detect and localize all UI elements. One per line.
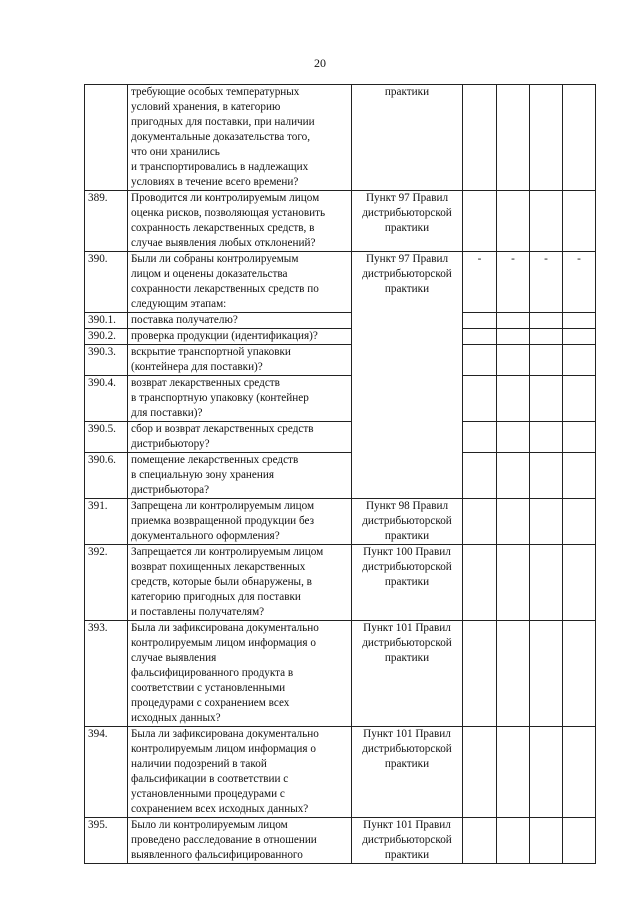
question-line: Было ли контролируемым лицом: [131, 819, 288, 831]
answer-cell-4[interactable]: [563, 191, 596, 252]
question-cell: [128, 422, 352, 453]
question-line: выявленного фальсифицированного: [131, 849, 303, 861]
item-number: 393.: [85, 621, 128, 727]
question-line: установленными процедурами с: [131, 788, 285, 800]
question-line: что они хранились: [131, 146, 220, 158]
question-cell: [128, 499, 352, 545]
item-number: 389.: [85, 191, 128, 252]
question-line: и транспортировались в надлежащих: [131, 161, 309, 173]
table-row: [85, 345, 596, 376]
question-line: случае выявления: [131, 652, 217, 664]
answer-cell-2[interactable]: [497, 85, 530, 191]
answer-cell-2[interactable]: [497, 545, 530, 621]
reference-line: Пункт 97 Правил: [365, 192, 449, 204]
reference-line: практики: [384, 849, 430, 861]
question-cell: [128, 453, 352, 499]
reference-line: дистрибьюторской: [362, 561, 452, 573]
question-cell: [128, 329, 352, 345]
requirement-reference: [352, 252, 463, 499]
answer-cell-2[interactable]: [497, 621, 530, 727]
table-row: [85, 621, 596, 727]
answer-cell-1[interactable]: [463, 313, 497, 329]
reference-line: практики: [384, 530, 430, 542]
question-line: средств, которые были обнаружены, в: [131, 576, 312, 588]
answer-cell-2[interactable]: [497, 499, 530, 545]
answer-cell-3[interactable]: [530, 345, 563, 376]
requirement-reference: [352, 545, 463, 621]
item-number: 392.: [85, 545, 128, 621]
table-row: [85, 727, 596, 818]
answer-cell-2[interactable]: -: [497, 252, 530, 313]
answer-cell-4[interactable]: [563, 499, 596, 545]
answer-cell-4[interactable]: [563, 453, 596, 499]
question-cell: [128, 252, 352, 313]
answer-cell-2[interactable]: [497, 727, 530, 818]
answer-cell-3[interactable]: [530, 727, 563, 818]
question-line: возврат лекарственных средств: [131, 377, 280, 389]
answer-cell-1[interactable]: [463, 621, 497, 727]
item-number: 390.1.: [85, 313, 128, 329]
answer-cell-4[interactable]: [563, 818, 596, 864]
reference-line: практики: [384, 758, 430, 770]
answer-cell-1[interactable]: [463, 727, 497, 818]
checklist-body: [85, 85, 596, 864]
answer-cell-4[interactable]: -: [563, 252, 596, 313]
question-cell: [128, 376, 352, 422]
question-cell: [128, 85, 352, 191]
question-line: пригодных для поставки, при наличии: [131, 116, 315, 128]
question-line: документальные доказательства того,: [131, 131, 311, 143]
reference-line: Пункт 98 Правил: [365, 500, 449, 512]
table-row: [85, 191, 596, 252]
reference-line: Пункт 97 Правил: [365, 253, 449, 265]
requirement-reference: [352, 818, 463, 864]
reference-line: дистрибьюторской: [362, 743, 452, 755]
answer-cell-1[interactable]: [463, 329, 497, 345]
reference-line: дистрибьюторской: [362, 268, 452, 280]
question-line: фальсификации в соответствии с: [131, 773, 289, 785]
question-line: фальсифицированного продукта в: [131, 667, 294, 679]
answer-cell-4[interactable]: [563, 727, 596, 818]
question-line: сохранности лекарственных средств по: [131, 283, 319, 295]
answer-cell-3[interactable]: [530, 621, 563, 727]
answer-cell-2[interactable]: [497, 453, 530, 499]
answer-cell-2[interactable]: [497, 818, 530, 864]
question-line: документального оформления?: [131, 530, 280, 542]
question-cell: [128, 345, 352, 376]
answer-cell-4[interactable]: [563, 85, 596, 191]
requirement-reference: [352, 499, 463, 545]
table-row: [85, 499, 596, 545]
answer-cell-4[interactable]: [563, 345, 596, 376]
answer-cell-4[interactable]: [563, 545, 596, 621]
question-line: Проводится ли контролируемым лицом: [131, 192, 320, 204]
answer-cell-1[interactable]: [463, 376, 497, 422]
question-cell: [128, 191, 352, 252]
requirement-reference: [352, 85, 463, 191]
item-number: 394.: [85, 727, 128, 818]
question-line: проведено расследование в отношении: [131, 834, 317, 846]
item-number: 391.: [85, 499, 128, 545]
answer-cell-3[interactable]: [530, 545, 563, 621]
question-line: для поставки)?: [131, 407, 203, 419]
table-row: [85, 252, 596, 313]
reference-line: практики: [384, 652, 430, 664]
reference-line: практики: [384, 576, 430, 588]
question-line: лицом и оценены доказательства: [131, 268, 288, 280]
answer-cell-2[interactable]: [497, 313, 530, 329]
requirement-reference: [352, 727, 463, 818]
answer-cell-2[interactable]: [497, 376, 530, 422]
answer-cell-4[interactable]: [563, 422, 596, 453]
question-line: исходных данных?: [131, 712, 221, 724]
question-line: в транспортную упаковку (контейнер: [131, 392, 309, 404]
question-line: условиях в течение всего времени?: [131, 176, 299, 188]
table-row: [85, 545, 596, 621]
item-number: 390.4.: [85, 376, 128, 422]
answer-cell-2[interactable]: [497, 422, 530, 453]
item-number: 390.5.: [85, 422, 128, 453]
answer-cell-3[interactable]: [530, 191, 563, 252]
question-line: Была ли зафиксирована документально: [131, 622, 319, 634]
question-line: наличии подозрений в такой: [131, 758, 267, 770]
question-line: требующие особых температурных: [131, 86, 300, 98]
reference-line: Пункт 100 Правил: [363, 546, 451, 558]
answer-cell-1[interactable]: [463, 499, 497, 545]
question-line: Запрещена ли контролируемым лицом: [131, 500, 315, 512]
answer-cell-1[interactable]: [463, 85, 497, 191]
item-number: [85, 85, 128, 191]
reference-line: Пункт 101 Правил: [363, 728, 451, 740]
answer-cell-1[interactable]: [463, 818, 497, 864]
requirement-reference: [352, 621, 463, 727]
table-row: [85, 818, 596, 864]
answer-cell-3[interactable]: [530, 499, 563, 545]
question-line: помещение лекарственных средств: [131, 454, 299, 466]
answer-cell-2[interactable]: [497, 191, 530, 252]
answer-cell-3[interactable]: [530, 453, 563, 499]
answer-cell-4[interactable]: [563, 621, 596, 727]
answer-cell-1[interactable]: -: [463, 252, 497, 313]
question-line: Запрещается ли контролируемым лицом: [131, 546, 324, 558]
question-cell: [128, 621, 352, 727]
reference-line: практики: [384, 222, 430, 234]
answer-cell-3[interactable]: [530, 818, 563, 864]
answer-cell-4[interactable]: [563, 329, 596, 345]
table-row: [85, 376, 596, 422]
question-line: следующим этапам:: [131, 298, 227, 310]
question-cell: [128, 818, 352, 864]
page-number: 20: [314, 56, 326, 70]
question-line: Была ли зафиксирована документально: [131, 728, 319, 740]
question-line: Были ли собраны контролируемым: [131, 253, 299, 265]
reference-line: Пункт 101 Правил: [363, 819, 451, 831]
reference-line: Пункт 101 Правил: [363, 622, 451, 634]
item-number: 390.6.: [85, 453, 128, 499]
answer-cell-1[interactable]: [463, 545, 497, 621]
question-cell: [128, 313, 352, 329]
question-line: возврат похищенных лекарственных: [131, 561, 306, 573]
answer-cell-1[interactable]: [463, 191, 497, 252]
answer-cell-3[interactable]: [530, 422, 563, 453]
question-line: категорию пригодных для поставки: [131, 591, 301, 603]
reference-line: дистрибьюторской: [362, 515, 452, 527]
item-number: 390.: [85, 252, 128, 313]
table-row: [85, 453, 596, 499]
answer-cell-2[interactable]: [497, 329, 530, 345]
answer-cell-2[interactable]: [497, 345, 530, 376]
answer-cell-3[interactable]: -: [530, 252, 563, 313]
checklist-table: [84, 84, 596, 864]
question-line: случае выявления любых отклонений?: [131, 237, 316, 249]
question-line: дистрибьютору?: [131, 438, 210, 450]
question-line: (контейнера для поставки)?: [131, 361, 263, 373]
question-line: в специальную зону хранения: [131, 469, 275, 481]
table-row: [85, 329, 596, 345]
item-number: 395.: [85, 818, 128, 864]
question-line: контролируемым лицом информация о: [131, 743, 316, 755]
requirement-reference: [352, 191, 463, 252]
question-line: дистрибьютора?: [131, 484, 210, 496]
question-line: сохранением всех исходных данных?: [131, 803, 309, 815]
answer-cell-1[interactable]: [463, 453, 497, 499]
answer-cell-1[interactable]: [463, 345, 497, 376]
question-cell: [128, 545, 352, 621]
reference-line: дистрибьюторской: [362, 637, 452, 649]
question-line: вскрытие транспортной упаковки: [131, 346, 291, 358]
question-line: контролируемым лицом информация о: [131, 637, 316, 649]
answer-cell-3[interactable]: [530, 85, 563, 191]
reference-line: дистрибьюторской: [362, 207, 452, 219]
reference-line: дистрибьюторской: [362, 834, 452, 846]
item-number: 390.3.: [85, 345, 128, 376]
question-line: условий хранения, в категорию: [131, 101, 281, 113]
question-line: сбор и возврат лекарственных средств: [131, 423, 314, 435]
question-line: соответствии с установленными: [131, 682, 286, 694]
table-row: [85, 85, 596, 191]
reference-line: практики: [384, 86, 430, 98]
item-number: 390.2.: [85, 329, 128, 345]
question-line: приемка возвращенной продукции без: [131, 515, 315, 527]
table-row: [85, 313, 596, 329]
answer-cell-4[interactable]: [563, 376, 596, 422]
answer-cell-3[interactable]: [530, 376, 563, 422]
question-line: процедурами с сохранением всех: [131, 697, 290, 709]
answer-cell-3[interactable]: [530, 329, 563, 345]
table-row: [85, 422, 596, 453]
question-line: и поставлены получателям?: [131, 606, 265, 618]
answer-cell-4[interactable]: [563, 313, 596, 329]
question-line: сохранность лекарственных средств, в: [131, 222, 315, 234]
answer-cell-3[interactable]: [530, 313, 563, 329]
reference-line: практики: [384, 283, 430, 295]
question-line: проверка продукции (идентификация)?: [131, 330, 318, 342]
question-line: оценка рисков, позволяющая установить: [131, 207, 326, 219]
answer-cell-1[interactable]: [463, 422, 497, 453]
question-line: поставка получателю?: [131, 314, 238, 326]
question-cell: [128, 727, 352, 818]
